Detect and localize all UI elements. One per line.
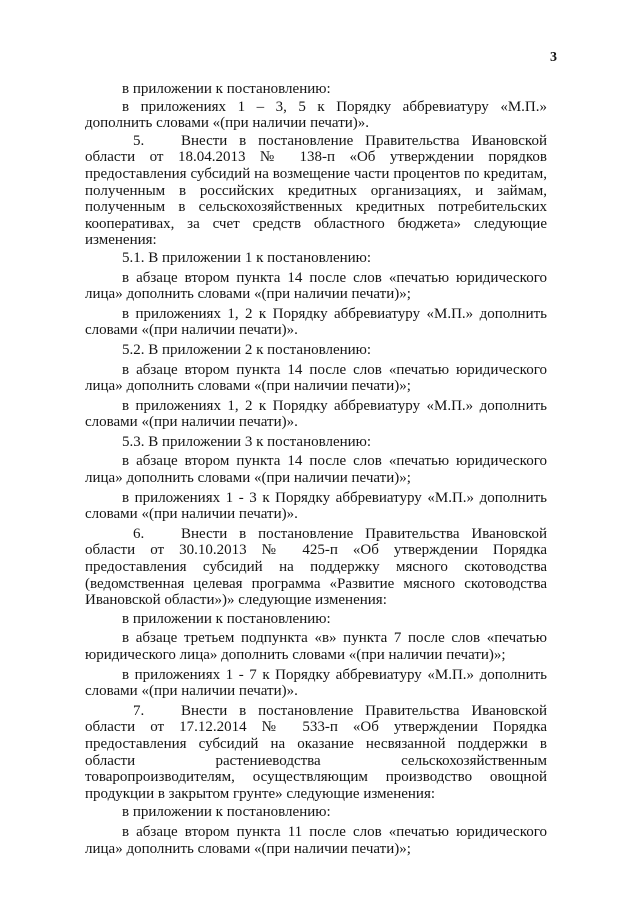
paragraph: в приложениях 1 – 3, 5 к Порядку аббревиатуру «М.П.» дополнить словами «(при наличии печати)». (85, 98, 547, 132)
paragraph: в приложениях 1, 2 к Порядку аббревиатуру «М.П.» дополнить словами «(при наличии печати)». (85, 397, 547, 431)
paragraph: в приложении к постановлению: (122, 804, 331, 821)
item-number: 6. (133, 525, 145, 542)
paragraph: в абзаце втором пункта 11 после слов «печатью юридического лица» дополнить словами «(при наличии печати)»; (85, 823, 547, 857)
paragraph: в приложениях 1 - 7 к Порядку аббревиатуру «М.П.» дополнить словами «(при наличии печати)». (85, 666, 547, 700)
paragraph-text: Внести в постановление Правительства Ивановской области от 17.12.2014 № 533-п «Об утверждении Порядка предоставления субсидий на оказание несвязанной поддержки в области растениеводства сельскохозяйственным товаропроизводителям, осуществляющим производство овощной продукции в закрытом грунте» следующие изменения: (85, 702, 547, 802)
document-body (85, 81, 547, 857)
page-number: 3 (550, 50, 557, 65)
paragraph: в абзаце втором пункта 14 после слов «печатью юридического лица» дополнить словами «(при наличии печати)»; (85, 453, 547, 487)
paragraph-text: Внести в постановление Правительства Ивановской области от 18.04.2013 № 138-п «Об утверждении порядков предоставления субсидий на возмещение части процентов по кредитам, полученным в российских кредитных организациях, и займам, полученным в сельскохозяйственных кредитных потребительских кооперативах, за счет средств областного бюджета» следующие изменения: (85, 132, 547, 249)
item-number: 7. (133, 702, 145, 719)
paragraph: 5.1. В приложении 1 к постановлению: (122, 249, 372, 266)
item-number: 5. (133, 132, 145, 149)
paragraph: 5.2. В приложении 2 к постановлению: (122, 341, 372, 358)
numbered-paragraph (85, 703, 547, 803)
paragraph: в приложении к постановлению: (122, 81, 331, 97)
paragraph: в приложении к постановлению: (122, 610, 331, 627)
paragraph: в абзаце втором пункта 14 после слов «печатью юридического лица» дополнить словами «(при наличии печати)»; (85, 361, 547, 395)
paragraph: в абзаце третьем подпункта «в» пункта 7 после слов «печатью юридического лица» дополнить словами «(при наличии печати)»; (85, 630, 547, 663)
paragraph: в абзаце втором пункта 14 после слов «печатью юридического лица» дополнить словами «(при наличии печати)»; (85, 269, 547, 303)
numbered-paragraph (85, 133, 547, 249)
paragraph: 5.3. В приложении 3 к постановлению: (122, 433, 372, 450)
numbered-paragraph (85, 526, 547, 609)
paragraph: в приложениях 1, 2 к Порядку аббревиатуру «М.П.» дополнить словами «(при наличии печати)». (85, 305, 547, 339)
paragraph-text: Внести в постановление Правительства Ивановской области от 30.10.2013 № 425-п «Об утверждении Порядка предоставления субсидий на поддержку мясного скотоводства (ведомственная целевая программа «Развитие мясного скотоводства Ивановской области»)» следующие изменения: (85, 525, 547, 609)
paragraph: в приложениях 1 - 3 к Порядку аббревиатуру «М.П.» дополнить словами «(при наличии печати)». (85, 489, 547, 523)
